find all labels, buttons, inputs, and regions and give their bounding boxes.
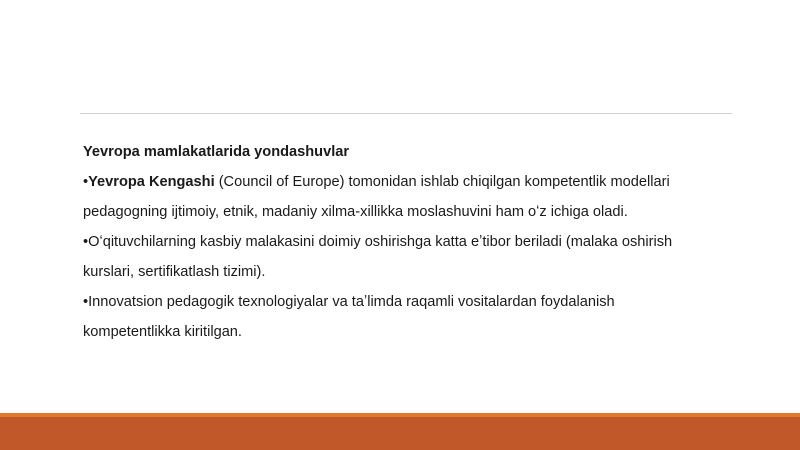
bullet-1-bold-term: Yevropa Kengashi (88, 174, 215, 190)
bullet-marker: • (83, 174, 89, 190)
title-divider (80, 113, 732, 114)
bullet-3-line-1 (83, 287, 743, 317)
bullet-3-line-2: kompetentlikka kiritilgan. (83, 324, 242, 340)
bullet-2-text: Oʻqituvchilarning kasbiy malakasini doimiy oshirishga katta eʼtibor beriladi (malaka oshirish (88, 234, 673, 250)
bullet-marker: • (83, 234, 89, 250)
bullet-marker: • (83, 294, 89, 310)
bullet-3-text: Innovatsion pedagogik texnologiyalar va taʼlimda raqamli vositalardan foydalanish (88, 294, 615, 310)
section-heading: Yevropa mamlakatlarida yondashuvlar (83, 144, 350, 160)
bullet-1-line-1 (83, 167, 743, 197)
footer-band (0, 413, 800, 450)
bullet-1-text: (Council of Europe) tomonidan ishlab chiqilgan kompetentlik modellari (214, 174, 670, 190)
bullet-1-line-2: pedagogning ijtimoiy, etnik, madaniy xilma-xillikka moslashuvini ham oʻz ichiga oladi. (83, 204, 628, 220)
bullet-2-line-1 (83, 227, 743, 257)
bullet-2-line-2: kurslari, sertifikatlash tizimi). (83, 264, 266, 280)
slide-body (83, 137, 743, 347)
